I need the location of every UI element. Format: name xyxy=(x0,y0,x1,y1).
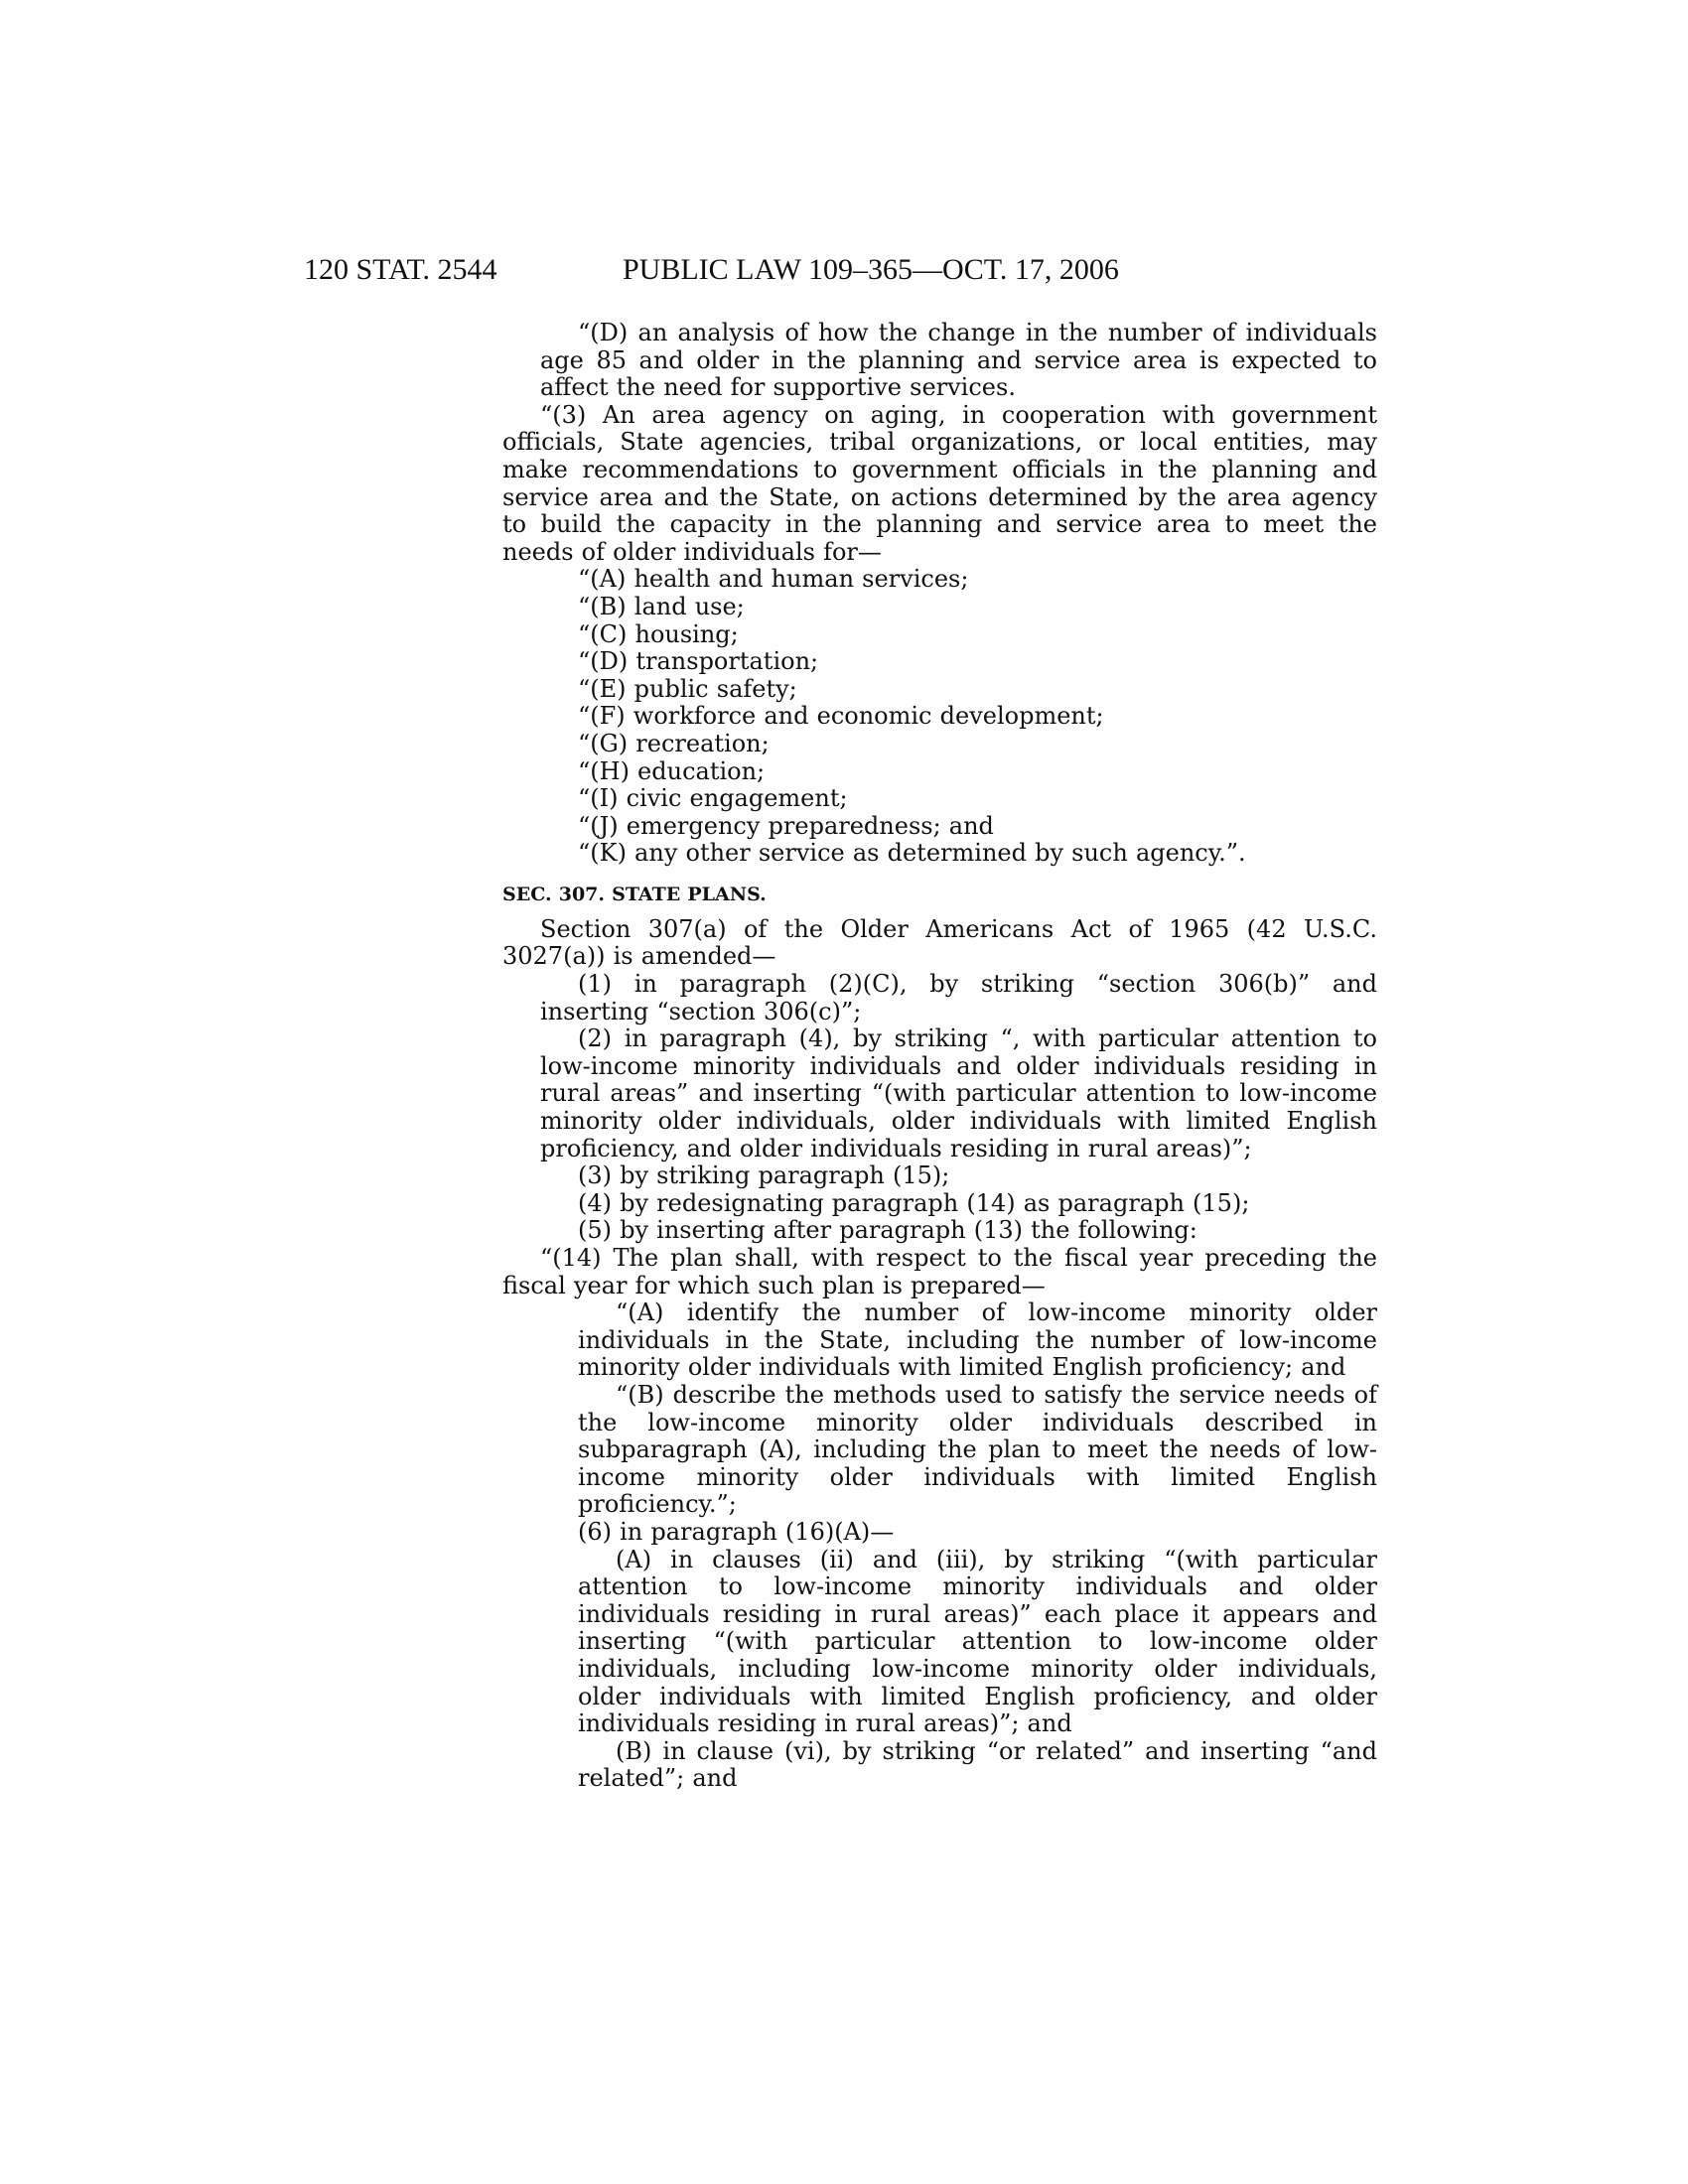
section-heading: SEC. 307. STATE PLANS. xyxy=(502,883,767,905)
list-item: “(K) any other service as determined by such agency.”. xyxy=(578,839,1246,868)
amendment-item-1: (1) in paragraph (2)(C), by striking “section 306(b)” and inserting “section 306(c)”; xyxy=(540,970,1377,1025)
list-item: “(C) housing; xyxy=(578,619,739,648)
inserted-paragraph-14: “(14) The plan shall, with respect to the fiscal year preceding the fiscal year for which such plan is prepared— xyxy=(502,1244,1377,1299)
list-item: “(G) recreation; xyxy=(578,729,770,757)
paragraph-d: “(D) an analysis of how the change in the number of individuals age 85 and older in the planning and service area is expected to affect the need for supportive services. xyxy=(540,319,1377,402)
list-item: “(B) land use; xyxy=(578,592,745,620)
service-list xyxy=(502,566,1377,868)
list-item: “(F) workforce and economic development; xyxy=(578,702,1104,731)
list-item: “(J) emergency preparedness; and xyxy=(578,811,994,840)
inserted-subparagraph-a: “(A) identify the number of low-income minority older individuals in the State, including the number of low-income minority older individuals with limited English proficiency; and xyxy=(578,1298,1377,1382)
list-item: “(I) civic engagement; xyxy=(578,784,848,813)
amendment-item-6-b: (B) in clause (vi), by striking “or related” and inserting “and related”; and xyxy=(578,1736,1377,1793)
list-item: “(A) health and human services; xyxy=(578,565,969,594)
amendment-item-2: (2) in paragraph (4), by striking “, with particular attention to low-income minority individuals and older individuals residing in rural areas” and inserting “(with particular attention to low-income minority older individuals, older individuals with limited English proficiency, and older individuals residing in rural areas)”; xyxy=(540,1024,1377,1162)
amendment-item-6-a: (A) in clauses (ii) and (iii), by striking “(with particular attention to low-income minority individuals and older individuals residing in rural areas)” each place it appears and inserting “(with particular attention to low-income older individuals, including low-income minority older individuals, older individuals with limited English proficiency, and older individuals residing in rural areas)”; and xyxy=(578,1545,1377,1738)
page-header xyxy=(0,250,1688,290)
amendment-item-3: (3) by striking paragraph (15); xyxy=(578,1161,950,1190)
statute-page-number: 120 STAT. 2544 xyxy=(304,253,497,286)
public-law-citation: PUBLIC LAW 109–365—OCT. 17, 2006 xyxy=(623,253,1119,286)
document-body xyxy=(502,320,1377,1793)
amendment-item-5: (5) by inserting after paragraph (13) the following: xyxy=(578,1216,1197,1245)
amendment-item-4: (4) by redesignating paragraph (14) as paragraph (15); xyxy=(578,1188,1250,1217)
list-item: “(E) public safety; xyxy=(578,674,797,703)
section-intro: Section 307(a) of the Older Americans Act of 1965 (42 U.S.C. 3027(a)) is amended— xyxy=(502,914,1377,971)
list-item: “(D) transportation; xyxy=(578,647,819,676)
inserted-subparagraph-b: “(B) describe the methods used to satisfy the service needs of the low-income minority older individuals described in subparagraph (A), including the plan to meet the needs of low-income minority older individuals with limited English proficiency.”; xyxy=(578,1380,1377,1519)
amendment-item-6: (6) in paragraph (16)(A)— xyxy=(578,1517,895,1546)
list-item: “(H) education; xyxy=(578,756,766,785)
paragraph-3: “(3) An area agency on aging, in cooperation with government officials, State agencies, tribal organizations, or local entities, may make recommendations to government officials in the planning and service area and the State, on actions determined by the area agency to build the capacity in the planning and service area to meet the needs of older individuals for— xyxy=(502,400,1377,566)
